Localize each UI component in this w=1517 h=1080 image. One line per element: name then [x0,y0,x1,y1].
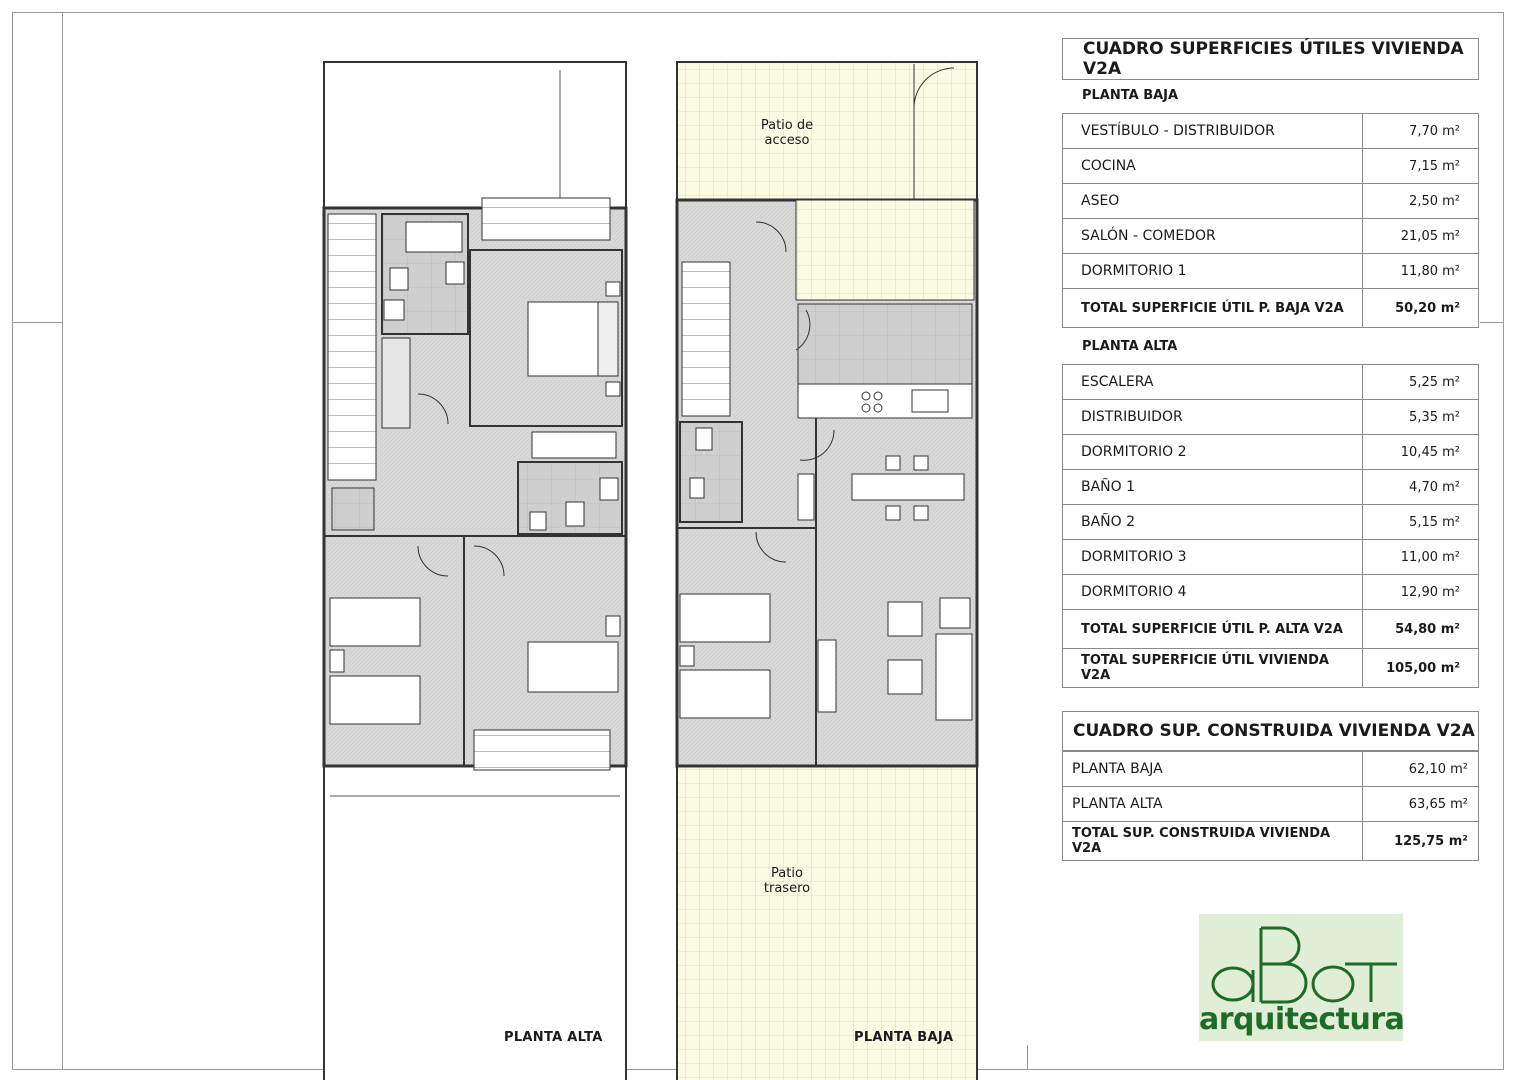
row-label: DORMITORIO 1 [1063,254,1363,289]
planta-alta-plan [324,62,626,1080]
row-label: TOTAL SUPERFICIE ÚTIL P. BAJA V2A [1063,289,1363,328]
row-label: DORMITORIO 4 [1063,575,1363,610]
row-label: PLANTA BAJA [1063,752,1363,787]
abot-arquitectura-logo [1199,914,1403,1041]
row-label: TOTAL SUPERFICIE ÚTIL VIVIENDA V2A [1063,649,1363,688]
row-value: 5,15 m² [1363,505,1479,540]
row-value: 11,80 m² [1363,254,1479,289]
planta-baja-plan [677,62,977,1080]
built-total-row [1063,822,1479,861]
row-value: 11,00 m² [1363,540,1479,575]
planta-baja-label: PLANTA BAJA [854,1030,954,1045]
abot-logo-mark [1199,914,1403,1004]
table-row [1063,365,1479,400]
row-label: TOTAL SUP. CONSTRUIDA VIVIENDA V2A [1063,822,1363,861]
row-value: 2,50 m² [1363,184,1479,219]
useful-table-title: CUADRO SUPERFICIES ÚTILES VIVIENDA V2A [1062,38,1479,80]
table-row [1063,114,1479,149]
row-value: 5,25 m² [1363,365,1479,400]
row-value: 62,10 m² [1363,752,1479,787]
row-value: 4,70 m² [1363,470,1479,505]
frame-tick-right [1480,322,1504,323]
row-value: 63,65 m² [1363,787,1479,822]
table-row [1063,149,1479,184]
row-label: SALÓN - COMEDOR [1063,219,1363,254]
row-value: 50,20 m² [1363,289,1479,328]
row-value: 7,70 m² [1363,114,1479,149]
planta-alta-label: PLANTA ALTA [504,1030,603,1045]
upper-floor-heading: PLANTA ALTA [1082,339,1178,354]
table-row [1063,400,1479,435]
table-row [1063,435,1479,470]
row-label: ESCALERA [1063,365,1363,400]
patio-acceso-label: Patio de acceso [760,118,814,148]
logo-wordmark: arquitectura [1199,1002,1405,1037]
row-label: BAÑO 2 [1063,505,1363,540]
table-row [1063,787,1479,822]
ground-floor-table [1062,113,1479,328]
row-value: 21,05 m² [1363,219,1479,254]
table-row [1063,470,1479,505]
ground-total-row [1063,289,1479,328]
built-table [1062,751,1479,861]
table-row [1063,505,1479,540]
table-row [1063,575,1479,610]
row-label: ASEO [1063,184,1363,219]
row-value: 54,80 m² [1363,610,1479,649]
table-row [1063,752,1479,787]
row-value: 12,90 m² [1363,575,1479,610]
row-label: DORMITORIO 2 [1063,435,1363,470]
row-value: 105,00 m² [1363,649,1479,688]
row-label: VESTÍBULO - DISTRIBUIDOR [1063,114,1363,149]
table-row [1063,540,1479,575]
row-label: DORMITORIO 3 [1063,540,1363,575]
row-label: PLANTA ALTA [1063,787,1363,822]
table-row [1063,184,1479,219]
upper-total-row [1063,610,1479,649]
grand-total-row [1063,649,1479,688]
row-label: DISTRIBUIDOR [1063,400,1363,435]
table-row [1063,254,1479,289]
row-value: 5,35 m² [1363,400,1479,435]
patio-trasero-label: Patio trasero [763,866,811,896]
row-value: 125,75 m² [1363,822,1479,861]
ground-floor-heading: PLANTA BAJA [1082,88,1179,103]
row-label: BAÑO 1 [1063,470,1363,505]
row-value: 10,45 m² [1363,435,1479,470]
row-label: TOTAL SUPERFICIE ÚTIL P. ALTA V2A [1063,610,1363,649]
row-label: COCINA [1063,149,1363,184]
upper-floor-table [1062,364,1479,688]
row-value: 7,15 m² [1363,149,1479,184]
built-table-title: CUADRO SUP. CONSTRUIDA VIVIENDA V2A [1062,711,1479,751]
table-row [1063,219,1479,254]
